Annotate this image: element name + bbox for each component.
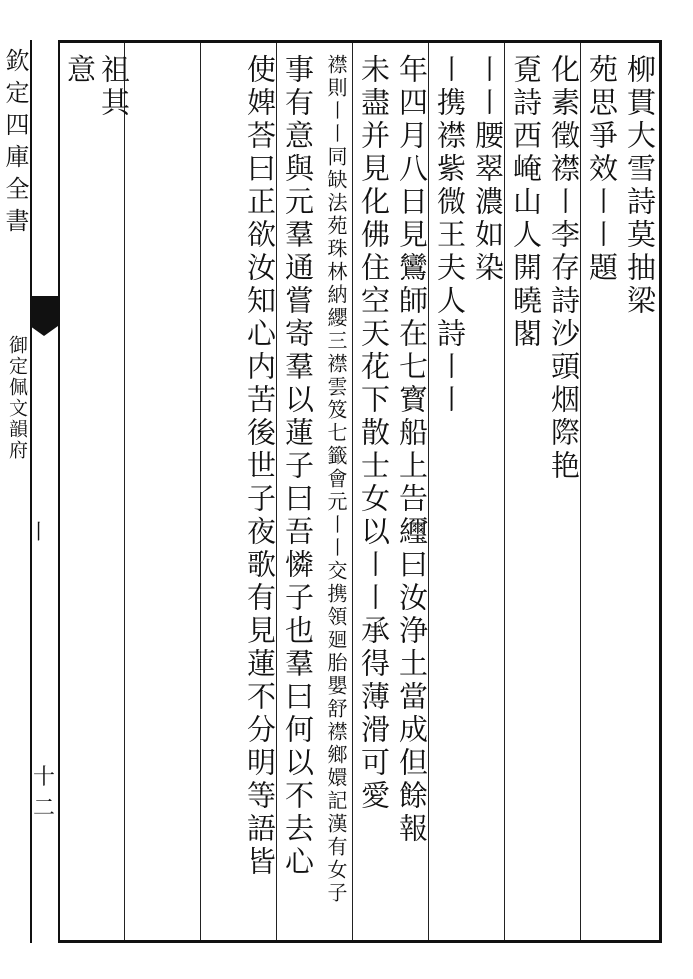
text-column: 襟則〡〡同缺法苑珠林納纓三襟雲笈七籤會元〡〡交携領廻胎嬰舒襟鄉嬛記漢有女子: [324, 54, 348, 905]
text-column: 〡〡腰翠濃如染: [471, 54, 505, 285]
text-column: 祖其: [97, 54, 131, 120]
text-column: 使婢荅曰正欲汝知心内苦後世子夜歌有見蓮不分明等語皆: [243, 54, 277, 879]
text-column: 〡携襟紫微王夫人詩〡〡: [433, 54, 467, 417]
text-column: 意: [63, 54, 97, 87]
fishtail-mark: [30, 296, 58, 326]
column-rule: [200, 43, 201, 940]
page-number: 十二: [32, 765, 55, 821]
text-column: 苑思爭效〡〡題: [585, 54, 619, 285]
text-column: 柳貫大雪詩莫抽梁: [623, 54, 657, 318]
column-rule: [124, 43, 125, 940]
text-column: 化素徵襟〡李存詩沙頭烟際艳: [547, 54, 581, 483]
text-column: 事有意與元羣通嘗寄羣以蓮子曰吾憐子也羣曰何以不去心: [281, 54, 315, 879]
margin-book-title: 御定佩文韻府: [6, 335, 28, 461]
margin-mark: 〡: [24, 520, 49, 542]
text-column: 未盡并見化佛住空天花下散士女以〡〡承得薄滑可愛: [357, 54, 391, 813]
text-column: 覔詩西崦山人開曉閣: [509, 54, 543, 351]
margin-title: 欽定四庫全書: [1, 48, 29, 240]
text-column: 年四月八日見鸞師在七寳船上告䌳曰汝浄土當成但餘報: [395, 54, 429, 846]
